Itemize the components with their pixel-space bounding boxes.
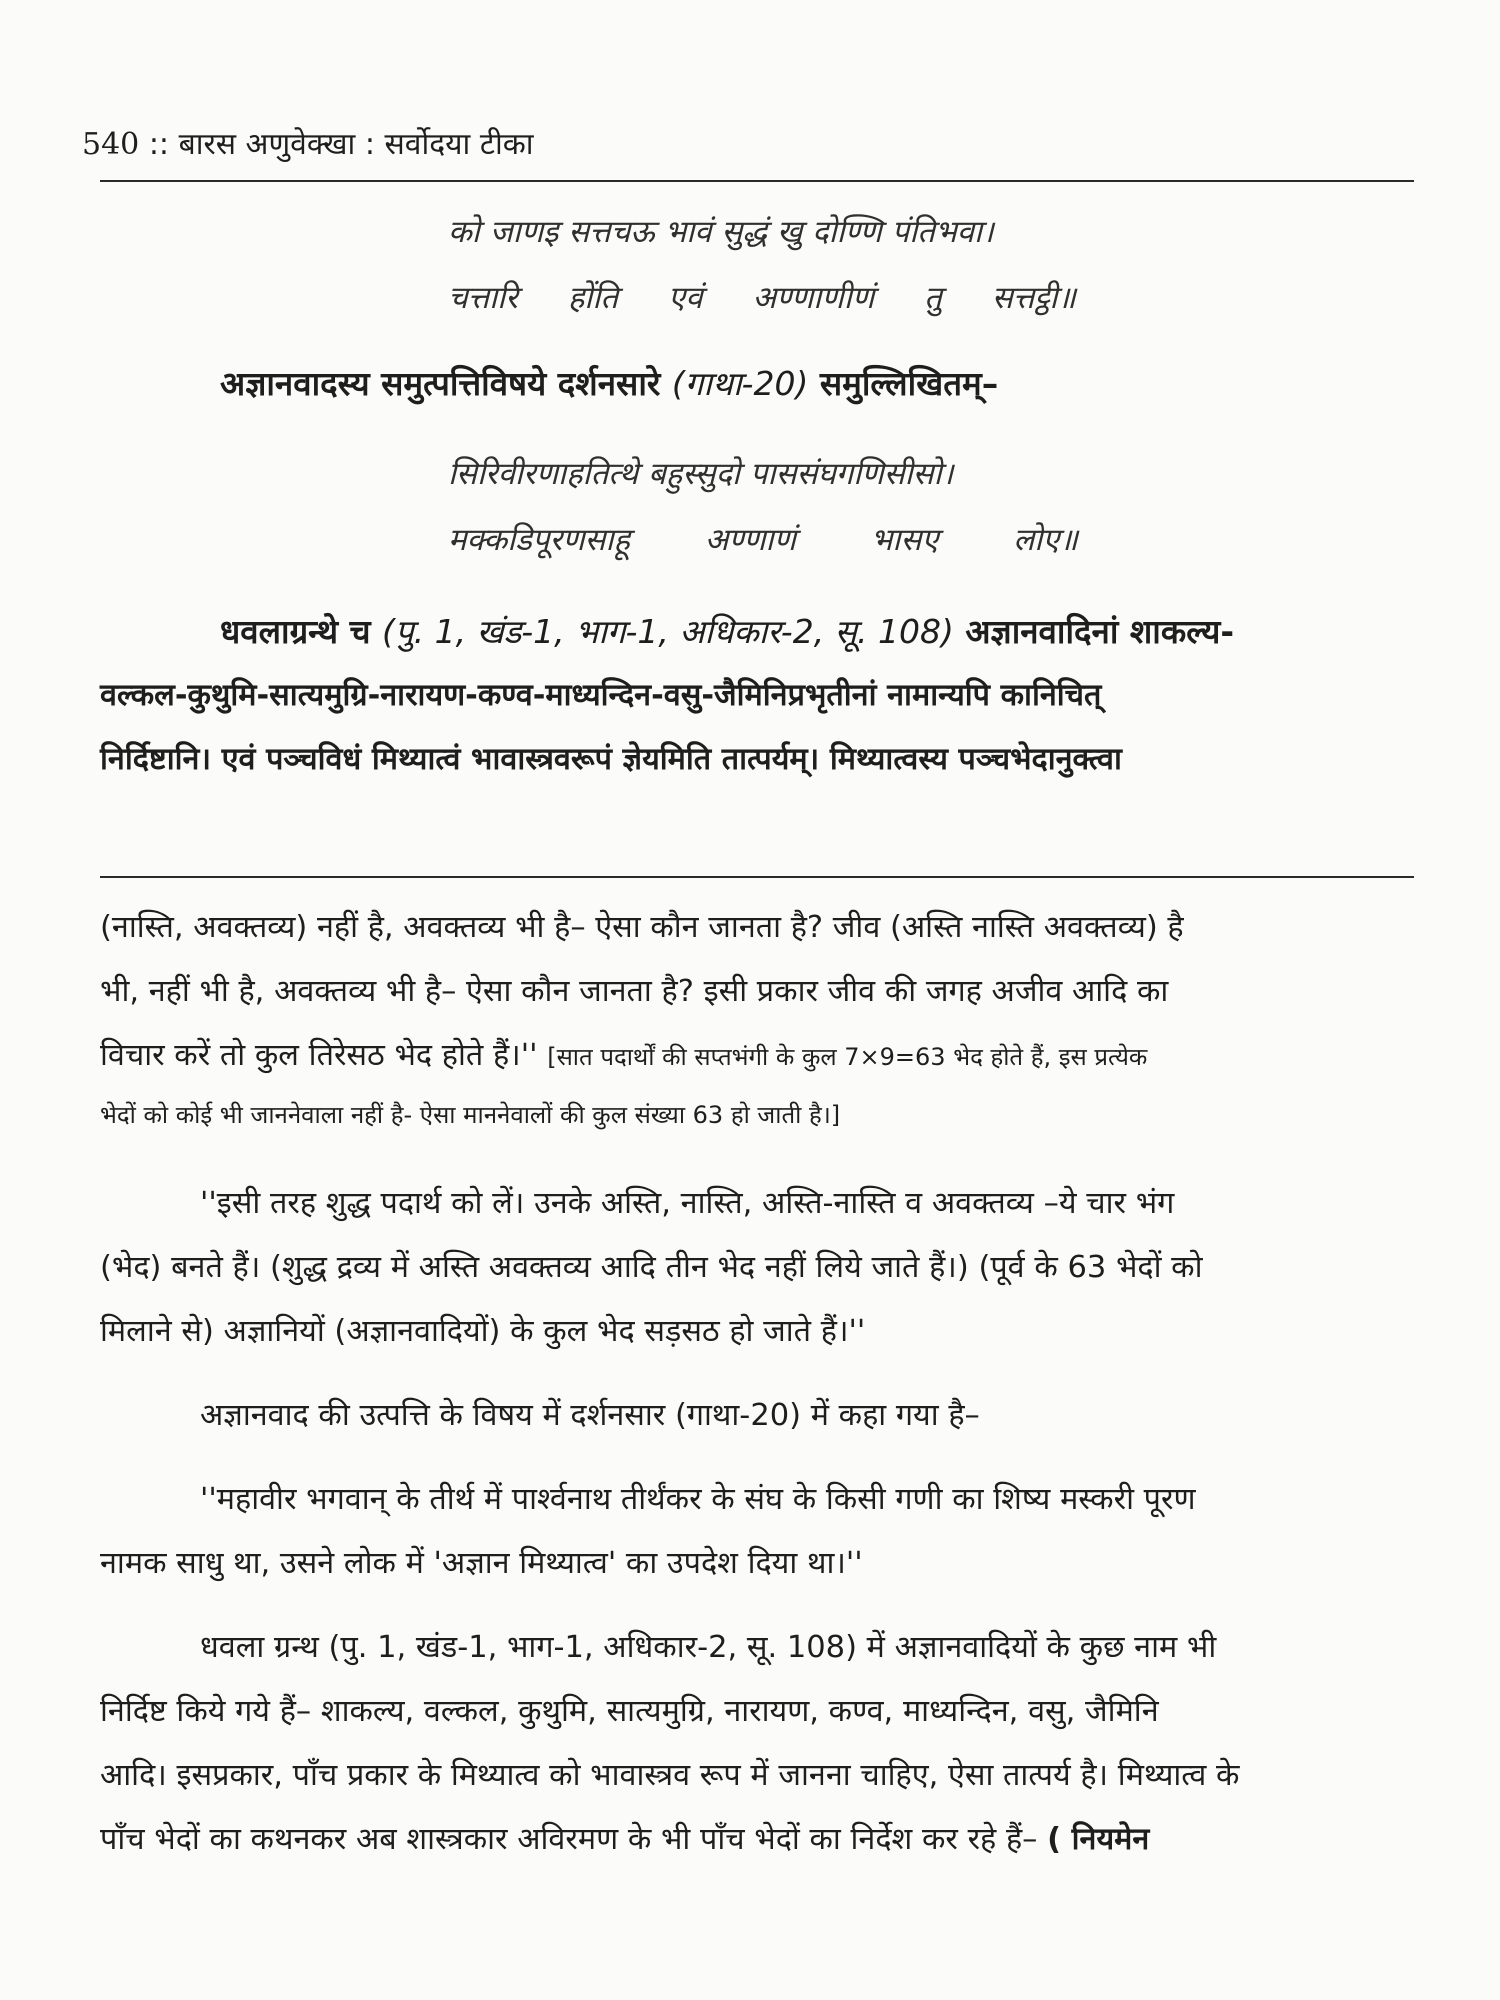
bracket-note: [सात पदार्थों की सप्तभंगी के कुल 7×9=63 भेद होते हैं, इस प्रत्येक [547,1043,1148,1071]
verse-word: मक्कडिपूरणसाहू [448,522,631,558]
lead-line [220,360,998,405]
verse-word: अण्णाणीणं [752,280,875,316]
translation-text: विचार करें तो कुल तिरेसठ भेद होते हैं।'' [100,1038,538,1073]
bold-continuation: ( नियमेन [1047,1822,1150,1857]
sanskrit-line2: वल्कल-कुथुमि-सात्यमुग्रि-नारायण-कण्व-माध्यन्दिन-वसु-जैमिनिप्रभृतीनां नामान्यपि कानिचित् [100,678,1102,713]
lead-after: समुल्लिखितम्– [819,364,999,403]
verse-word: तु [924,280,942,316]
translation-line: निर्दिष्ट किये गये हैं– शाकल्य, वल्कल, कुथुमि, सात्यमुग्रि, नारायण, कण्व, माध्यन्दिन, वसु, जैमिनि [100,1694,1159,1729]
book-title: :: बारस अणुवेक्खा : सर्वोदया टीका [148,127,534,162]
lead-paren: (गाथा-20) [671,364,809,403]
translation-line: (नास्ति, अवक्तव्य) नहीं है, अवक्तव्य भी है– ऐसा कौन जानता है? जीव (अस्ति नास्ति अवक्तव्य) है [100,910,1184,945]
translation-line: मिलाने से) अज्ञानियों (अज्ञानवादियों) के कुल भेद सड़सठ हो जाते हैं।'' [100,1314,866,1349]
verse1-line1: को जाणइ सत्तचऊ भावं सुद्धं खु दोण्णि पंतिभवा। [448,214,994,250]
translation-line: ''महावीर भगवान् के तीर्थ में पार्श्वनाथ तीर्थंकर के संघ के किसी गणी का शिष्य मस्करी पूरण [200,1482,1196,1517]
translation-line: (भेद) बनते हैं। (शुद्ध द्रव्य में अस्ति अवक्तव्य आदि तीन भेद नहीं लिये जाते हैं।) (पूर्व के 63 भेदों को [100,1250,1203,1285]
running-header [82,122,534,163]
verse2-line1: सिरिवीरणाहतित्थे बहुस्सुदो पाससंघगणिसीसो। [448,456,954,492]
lead-before: अज्ञानवादस्य समुत्पत्तिविषये दर्शनसारे [220,364,661,403]
translation-line: अज्ञानवाद की उत्पत्ति के विषय में दर्शनसार (गाथा-20) में कहा गया है– [200,1398,980,1433]
verse2-line2 [448,518,1078,560]
header-rule [100,180,1414,182]
bracket-note-line: भेदों को कोई भी जाननेवाला नहीं है- ऐसा माननेवालों की कुल संख्या 63 हो जाती है।] [100,1101,841,1129]
sanskrit-text: अज्ञानवादिनां शाकल्य- [965,612,1235,651]
verse1-line2 [448,276,1076,318]
translation-line: आदि। इसप्रकार, पाँच प्रकार के मिथ्यात्व को भावास्त्रव रूप में जानना चाहिए, ऐसा तात्पर्य है। मिथ्यात्व के [100,1758,1240,1793]
translation-line [100,1032,1147,1074]
sanskrit-line1 [220,608,1234,653]
verse-word: सत्तट्ठी॥ [991,280,1076,316]
page-number: 540 [82,127,140,162]
verse-word: लोए॥ [1013,522,1078,558]
sanskrit-line3: निर्दिष्टानि। एवं पञ्चविधं मिथ्यात्वं भावास्त्रवरूपं ज्ञेयमिति तात्पर्यम्। मिथ्यात्वस्य पञ्चभेदानुक्त्वा [100,742,1122,777]
translation-line: धवला ग्रन्थ (पु. 1, खंड-1, भाग-1, अधिकार-2, सू. 108) में अज्ञानवादियों के कुछ नाम भी [200,1630,1217,1665]
translation-line: ''इसी तरह शुद्ध पदार्थ को लें। उनके अस्ति, नास्ति, अस्ति-नास्ति व अवक्तव्य –ये चार भंग [200,1186,1175,1221]
verse-word: भासए [870,522,939,558]
translation-line: नामक साधु था, उसने लोक में 'अज्ञान मिथ्यात्व' का उपदेश दिया था।'' [100,1546,863,1581]
translation-line [100,1816,1149,1858]
sanskrit-text: धवलाग्रन्थे च [220,612,371,651]
section-rule [100,876,1414,878]
translation-line: भी, नहीं भी है, अवक्तव्य भी है– ऐसा कौन जानता है? इसी प्रकार जीव की जगह अजीव आदि का [100,974,1169,1009]
verse-word: होंति [567,280,619,316]
verse-word: एवं [668,280,703,316]
verse-word: अण्णाणं [704,522,796,558]
sanskrit-reference: (पु. 1, खंड-1, भाग-1, अधिकार-2, सू. 108) [382,612,954,651]
verse-word: चत्तारि [448,280,518,316]
translation-text: पाँच भेदों का कथनकर अब शास्त्रकार अविरमण के भी पाँच भेदों का निर्देश कर रहे हैं– [100,1822,1038,1857]
